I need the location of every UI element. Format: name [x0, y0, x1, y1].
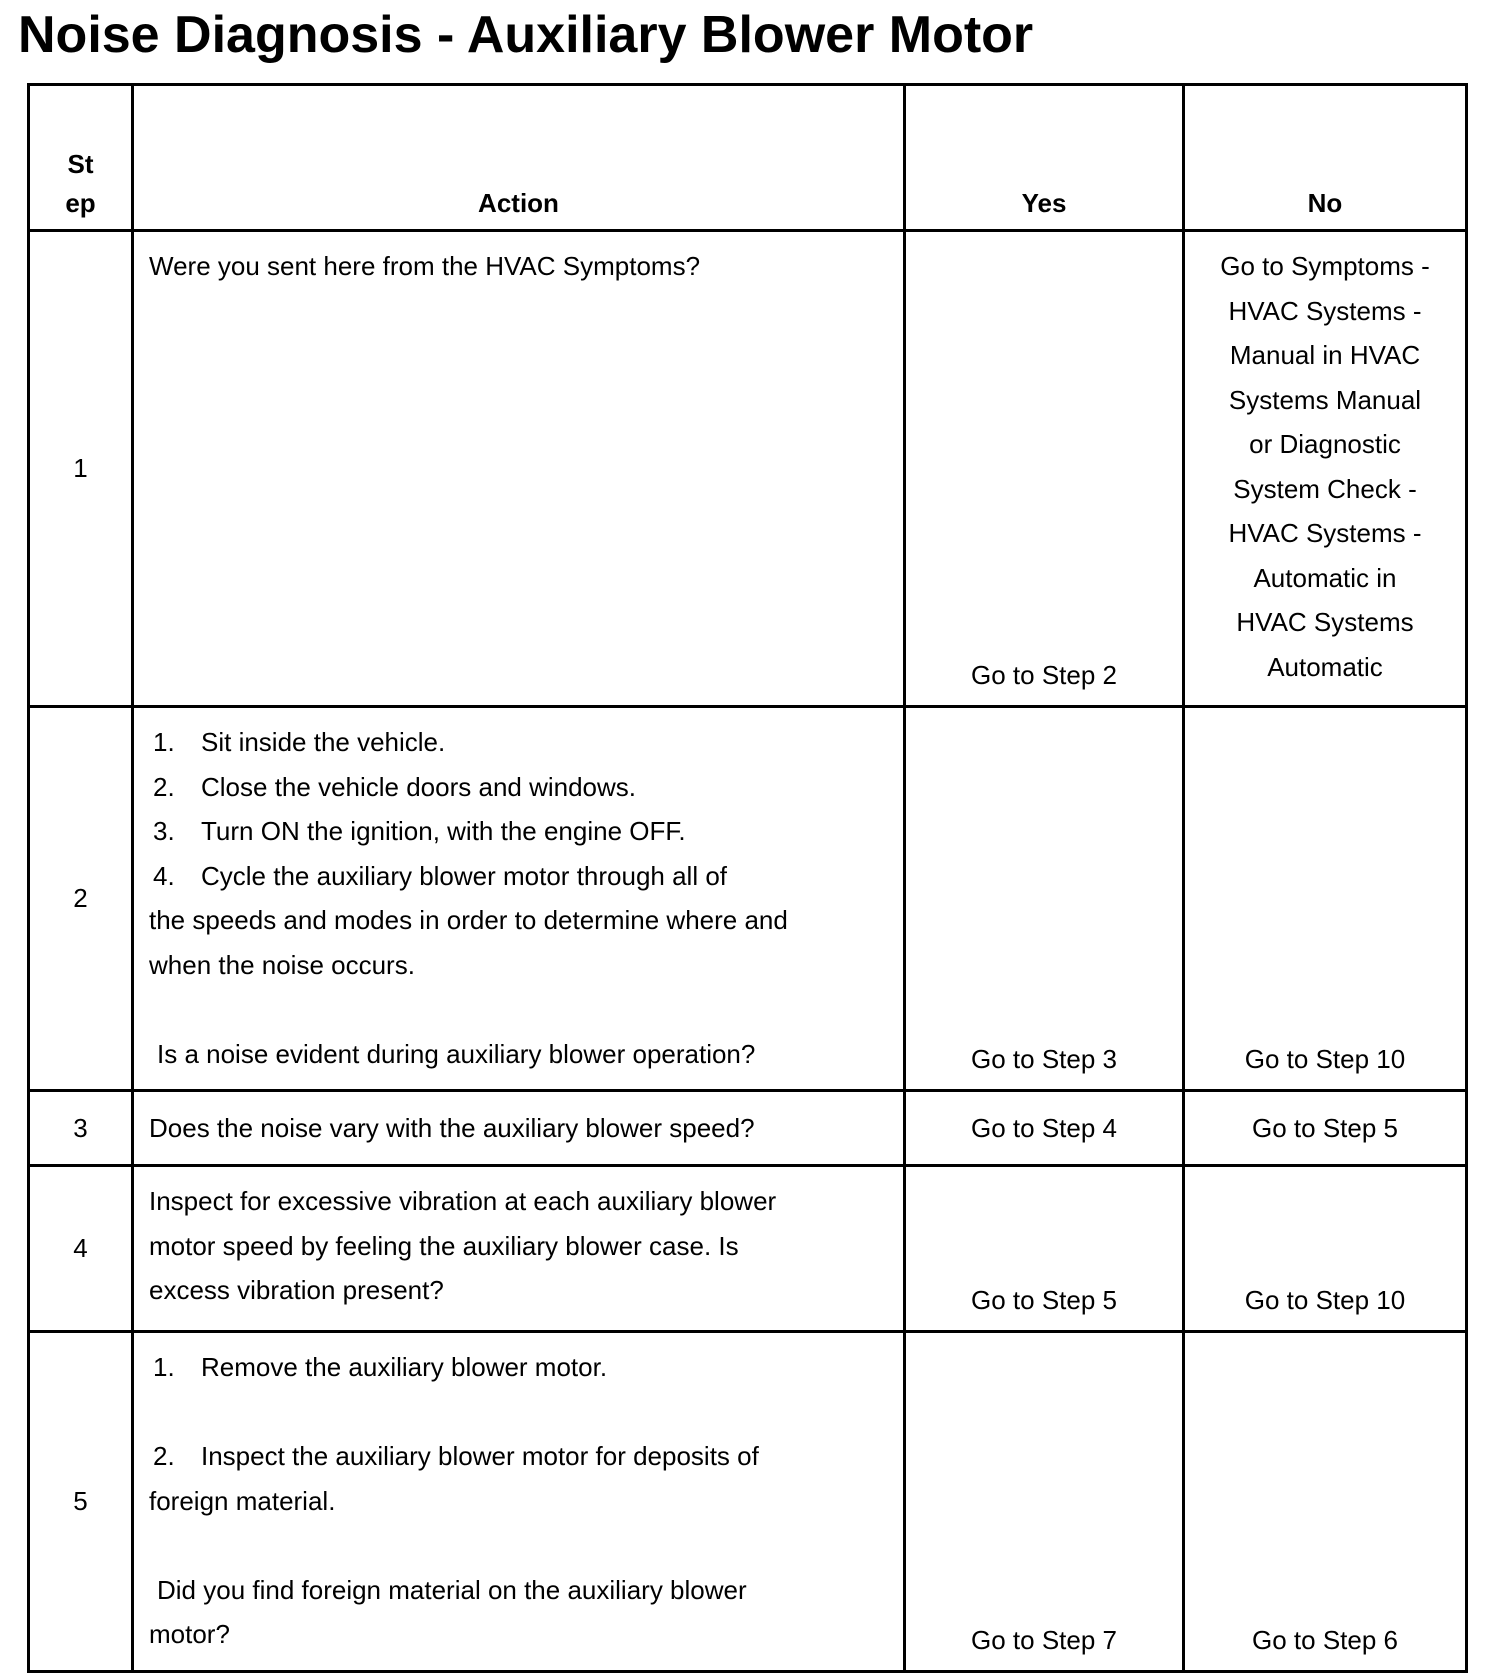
action-text: Does the noise vary with the auxiliary blower speed?: [149, 1112, 755, 1143]
no-cell: Go to Step 10: [1184, 707, 1467, 1091]
header-step: [29, 85, 133, 231]
step-number: 2: [29, 707, 133, 1091]
header-action: Action: [133, 85, 905, 231]
item-text: Inspect the auxiliary blower motor for deposits of: [201, 1441, 759, 1471]
yes-cell: Go to Step 5: [905, 1166, 1184, 1332]
table-row: [29, 231, 1467, 707]
item-text: Sit inside the vehicle.: [201, 727, 446, 757]
table-row: [29, 707, 1467, 1091]
step-number: 1: [29, 231, 133, 707]
yes-cell: Go to Step 7: [905, 1332, 1184, 1672]
blank-line: [149, 987, 891, 1032]
action-cell: [133, 231, 905, 707]
header-step-line2: ep: [65, 188, 96, 218]
action-cell: [133, 707, 905, 1091]
no-text-line: or Diagnostic: [1249, 429, 1401, 459]
diagnosis-table: [27, 83, 1468, 1673]
no-text-line: HVAC Systems: [1236, 607, 1414, 637]
item-text: Cycle the auxiliary blower motor through all of: [201, 860, 728, 891]
step-number: 3: [29, 1091, 133, 1166]
continuation-text: the speeds and modes in order to determine where and: [149, 905, 788, 935]
table-header-row: [29, 85, 1467, 231]
table-row: [29, 1332, 1467, 1672]
table-row: [29, 1091, 1467, 1166]
item-number: 4.: [153, 860, 175, 891]
action-cell: [133, 1091, 905, 1166]
continuation-text: foreign material.: [149, 1485, 336, 1516]
step-number: 5: [29, 1332, 133, 1672]
numbered-item: [149, 809, 891, 854]
action-cell: [133, 1166, 905, 1332]
no-text-line: HVAC Systems -: [1228, 295, 1422, 326]
action-text: Inspect for excessive vibration at each auxiliary blower: [149, 1186, 777, 1216]
action-cell: [133, 1332, 905, 1672]
question-text: motor?: [149, 1619, 230, 1649]
item-text: Close the vehicle doors and windows.: [201, 771, 637, 802]
numbered-item: [149, 1345, 891, 1390]
action-text: Were you sent here from the HVAC Symptoms?: [149, 251, 701, 281]
header-no: No: [1184, 85, 1467, 231]
item-number: 2.: [153, 771, 175, 802]
no-text-line: Automatic in: [1253, 562, 1397, 593]
item-text: Remove the auxiliary blower motor.: [201, 1352, 608, 1382]
item-number: 3.: [153, 816, 175, 846]
no-cell: [1184, 231, 1467, 707]
no-cell: Go to Step 10: [1184, 1166, 1467, 1332]
no-cell: Go to Step 5: [1184, 1091, 1467, 1166]
header-step-line1: St: [67, 149, 94, 179]
continuation-text: when the noise occurs.: [149, 949, 415, 980]
no-text-line: Automatic: [1267, 651, 1383, 682]
table-row: [29, 1166, 1467, 1332]
no-cell: Go to Step 6: [1184, 1332, 1467, 1672]
numbered-item: [149, 854, 891, 899]
numbered-item: [149, 720, 891, 765]
question-text: Did you find foreign material on the auxiliary blower: [157, 1574, 747, 1605]
page-title: Noise Diagnosis - Auxiliary Blower Motor: [18, 6, 1034, 64]
yes-cell: Go to Step 2: [905, 231, 1184, 707]
no-text-line: Manual in HVAC: [1229, 340, 1421, 370]
numbered-item: [149, 765, 891, 810]
step-number: 4: [29, 1166, 133, 1332]
no-text-line: System Check -: [1233, 473, 1417, 504]
no-text-line: Systems Manual: [1228, 384, 1422, 415]
item-number: 2.: [153, 1441, 175, 1471]
yes-cell: Go to Step 4: [905, 1091, 1184, 1166]
no-text-line: Go to Symptoms -: [1220, 251, 1430, 281]
yes-cell: Go to Step 3: [905, 707, 1184, 1091]
numbered-item: [149, 1434, 891, 1479]
item-text: Turn ON the ignition, with the engine OFF.: [201, 816, 686, 846]
blank-line: [149, 1523, 891, 1568]
blank-line: [149, 1390, 891, 1435]
header-yes: Yes: [905, 85, 1184, 231]
question-text: Is a noise evident during auxiliary blower operation?: [157, 1038, 756, 1069]
item-number: 1.: [153, 727, 175, 757]
item-number: 1.: [153, 1352, 175, 1382]
action-text: excess vibration present?: [149, 1275, 444, 1305]
action-text: motor speed by feeling the auxiliary blower case. Is: [149, 1230, 739, 1261]
no-text-line: HVAC Systems -: [1228, 518, 1422, 548]
